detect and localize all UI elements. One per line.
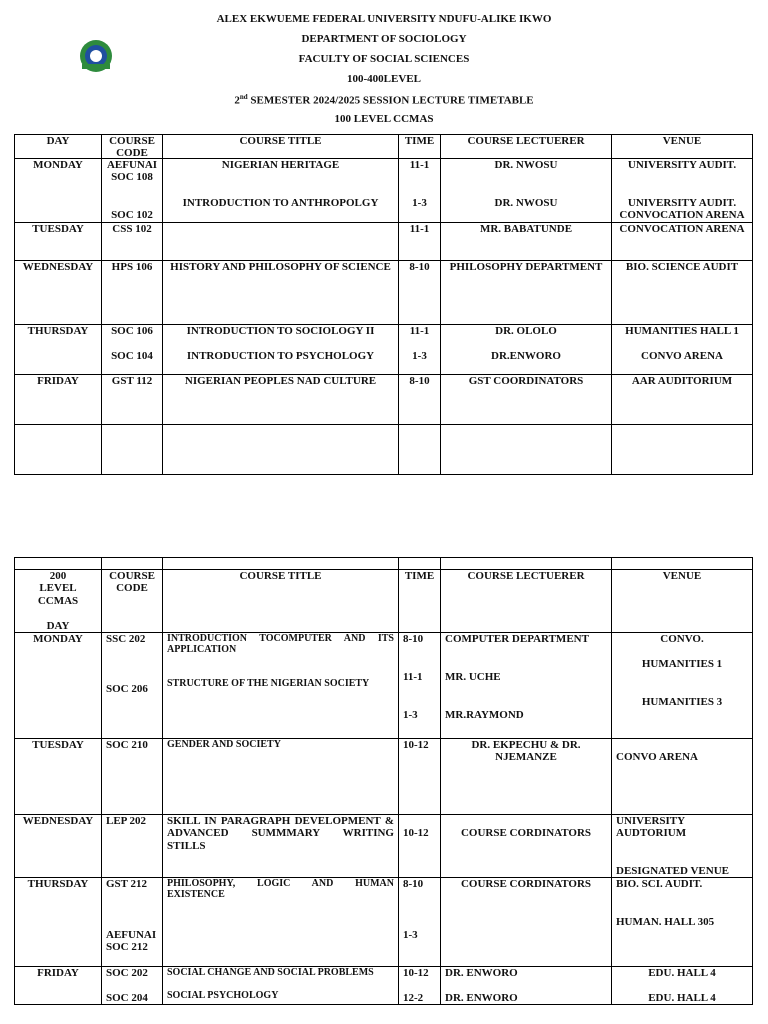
- day-cell: THURSDAY: [27, 325, 89, 337]
- course-code: SOC 102: [111, 209, 153, 221]
- time-cell: 11-1: [409, 223, 430, 235]
- time-cell: 8-10: [403, 633, 424, 645]
- header-venue: VENUE: [662, 570, 702, 582]
- empty-row: [15, 425, 753, 475]
- course-title: INTRODUCTION TO ANTHROPOLGY: [182, 197, 379, 209]
- table-row: [15, 739, 753, 815]
- time-cell: 1-3: [412, 197, 427, 209]
- course-code: GST 112: [111, 375, 153, 387]
- header-time: TIME: [404, 135, 435, 147]
- venue-cell: HUMAN. HALL 305: [616, 916, 715, 928]
- course-title: STILLS: [167, 840, 206, 852]
- lecturer-cell: COURSE CORDINATORS: [460, 878, 592, 890]
- time-cell: 11-1: [409, 159, 430, 171]
- lecturer-cell: DR. EKPECHU & DR.: [471, 739, 581, 751]
- venue-cell: UNIVERSITY AUDIT.: [627, 197, 737, 209]
- header-code: COURSE: [109, 135, 155, 147]
- course-code: SOC 104: [111, 350, 153, 362]
- levels-line: 100-400LEVEL: [347, 73, 421, 85]
- level-title: 100 LEVEL CCMAS: [334, 113, 434, 125]
- lecturer-cell: DR. OLOLO: [495, 325, 557, 337]
- day-cell: FRIDAY: [37, 967, 79, 979]
- lecturer-cell: DR. NWOSU: [494, 197, 558, 209]
- header-title: COURSE TITLE: [239, 135, 322, 147]
- course-code: SOC 108: [111, 171, 153, 183]
- table-header-row: [15, 570, 753, 633]
- blank-top-row: [15, 558, 753, 570]
- header-level: LEVEL: [39, 582, 77, 594]
- header-day: DAY: [46, 620, 70, 632]
- day-cell: MONDAY: [33, 633, 83, 645]
- day-cell: TUESDAY: [32, 739, 84, 751]
- course-code: AEFUNAI: [106, 929, 157, 941]
- time-cell: 11-1: [409, 325, 430, 337]
- table-row: [15, 375, 753, 425]
- lecturer-cell: DR. ENWORO: [445, 967, 518, 979]
- table-row: [15, 878, 753, 967]
- venue-cell: UNIVERSITY: [616, 815, 686, 827]
- header-title: COURSE TITLE: [239, 570, 322, 582]
- course-title: SKILL IN PARAGRAPH DEVELOPMENT &: [167, 815, 394, 827]
- course-code: SOC 206: [106, 683, 148, 695]
- header-level: CCMAS: [37, 595, 79, 607]
- course-title: INTRODUCTION TOCOMPUTER AND ITS: [167, 633, 394, 644]
- lecturer-cell: COURSE CORDINATORS: [460, 827, 592, 839]
- venue-cell: EDU. HALL 4: [648, 992, 716, 1004]
- time-cell: 8-10: [403, 878, 424, 890]
- course-code: SOC 204: [106, 992, 148, 1004]
- course-code: LEP 202: [106, 815, 147, 827]
- lecturer-cell: MR. BABATUNDE: [479, 223, 573, 235]
- venue-cell: AAR AUDITORIUM: [631, 375, 733, 387]
- course-title: ADVANCED SUMMMARY WRITING: [167, 827, 394, 839]
- table-row: [15, 223, 753, 261]
- venue-cell: CONVO ARENA: [641, 350, 723, 362]
- time-cell: 1-3: [412, 350, 427, 362]
- course-code: GST 212: [106, 878, 148, 890]
- header-venue: VENUE: [662, 135, 702, 147]
- table-row: [15, 261, 753, 325]
- course-title: PHILOSOPHY, LOGIC AND HUMAN: [167, 878, 394, 889]
- lecturer-cell: DR. NWOSU: [494, 159, 558, 171]
- course-code: SOC 202: [106, 967, 148, 979]
- course-title: INTRODUCTION TO PSYCHOLOGY: [186, 350, 375, 362]
- course-code: AEFUNAI: [106, 159, 158, 171]
- day-cell: FRIDAY: [37, 375, 79, 387]
- time-cell: 1-3: [403, 709, 418, 721]
- lecturer-cell: COMPUTER DEPARTMENT: [445, 633, 589, 645]
- time-cell: 11-1: [403, 671, 423, 683]
- faculty-name: FACULTY OF SOCIAL SCIENCES: [298, 53, 470, 65]
- course-code: HPS 106: [111, 261, 153, 273]
- venue-cell: BIO. SCI. AUDIT.: [616, 878, 703, 890]
- header-day: DAY: [46, 135, 70, 147]
- time-cell: 10-12: [403, 967, 429, 979]
- course-code: SOC 106: [111, 325, 153, 337]
- venue-cell: HUMANITIES 1: [641, 658, 723, 670]
- header-code: COURSE: [109, 570, 155, 582]
- university-crest-icon: [78, 38, 114, 74]
- course-title: APPLICATION: [167, 644, 237, 655]
- time-cell: 10-12: [403, 739, 429, 751]
- time-cell: 10-12: [403, 827, 429, 839]
- venue-cell: HUMANITIES 3: [641, 696, 723, 708]
- university-name: ALEX EKWUEME FEDERAL UNIVERSITY NDUFU-ALIKE IKWO: [216, 13, 552, 25]
- venue-cell: CONVO.: [660, 633, 704, 645]
- time-cell: 12-2: [403, 992, 424, 1004]
- timetable-100-level: [14, 134, 753, 475]
- header-code: CODE: [116, 147, 148, 159]
- course-title: HISTORY AND PHILOSOPHY OF SCIENCE: [170, 261, 391, 273]
- course-code: CSS 102: [112, 223, 152, 235]
- venue-cell: DESIGNATED VENUE: [616, 865, 729, 877]
- header-lecturer: COURSE LECTUERER: [467, 135, 585, 147]
- course-title: GENDER AND SOCIETY: [167, 739, 281, 750]
- lecturer-cell: PHILOSOPHY DEPARTMENT: [449, 261, 603, 273]
- course-title: INTRODUCTION TO SOCIOLOGY II: [186, 325, 375, 337]
- course-title: SOCIAL CHANGE AND SOCIAL PROBLEMS: [167, 967, 374, 978]
- table-row: [15, 159, 753, 223]
- course-code: SOC 210: [106, 739, 148, 751]
- course-code: SOC 212: [106, 941, 148, 953]
- day-cell: TUESDAY: [32, 223, 84, 235]
- lecturer-cell: DR.ENWORO: [491, 350, 561, 362]
- lecturer-cell: GST COORDINATORS: [468, 375, 584, 387]
- lecturer-cell: MR. UCHE: [445, 671, 501, 683]
- table-row: [15, 967, 753, 1005]
- venue-cell: CONVOCATION ARENA: [619, 223, 745, 235]
- venue-cell: UNIVERSITY AUDIT.: [627, 159, 737, 171]
- time-cell: 8-10: [409, 375, 430, 387]
- day-cell: MONDAY: [33, 159, 83, 171]
- lecturer-cell: MR.RAYMOND: [445, 709, 524, 721]
- day-cell: WEDNESDAY: [22, 815, 94, 827]
- day-cell: THURSDAY: [27, 878, 89, 890]
- timetable-200-level: [14, 557, 753, 1005]
- venue-cell: AUDTORIUM: [616, 827, 687, 839]
- department-name: DEPARTMENT OF SOCIOLOGY: [301, 33, 467, 45]
- venue-cell: BIO. SCIENCE AUDIT: [625, 261, 739, 273]
- venue-cell: HUMANITIES HALL 1: [625, 325, 739, 337]
- header-code: CODE: [116, 582, 148, 594]
- day-cell: WEDNESDAY: [22, 261, 94, 273]
- course-title: STRUCTURE OF THE NIGERIAN SOCIETY: [167, 678, 370, 689]
- header-level: 200: [49, 570, 67, 582]
- course-title: NIGERIAN PEOPLES NAD CULTURE: [184, 375, 377, 387]
- table-row: [15, 633, 753, 739]
- course-title: NIGERIAN HERITAGE: [221, 159, 340, 171]
- table-row: [15, 815, 753, 878]
- table-header-row: [15, 135, 753, 159]
- venue-cell: CONVO ARENA: [616, 751, 698, 763]
- venue-cell: CONVOCATION ARENA: [619, 209, 745, 221]
- header-time: TIME: [404, 570, 435, 582]
- course-title: EXISTENCE: [167, 889, 225, 900]
- time-cell: 8-10: [409, 261, 430, 273]
- semester-title: 2nd SEMESTER 2024/2025 SESSION LECTURE TIMETABLE: [234, 93, 534, 107]
- time-cell: 1-3: [403, 929, 418, 941]
- course-code: SSC 202: [106, 633, 146, 645]
- course-title: SOCIAL PSYCHOLOGY: [167, 990, 279, 1001]
- lecturer-cell: NJEMANZE: [495, 751, 557, 763]
- table-row: [15, 325, 753, 375]
- lecturer-cell: DR. ENWORO: [445, 992, 518, 1004]
- venue-cell: EDU. HALL 4: [648, 967, 716, 979]
- header-lecturer: COURSE LECTUERER: [467, 570, 585, 582]
